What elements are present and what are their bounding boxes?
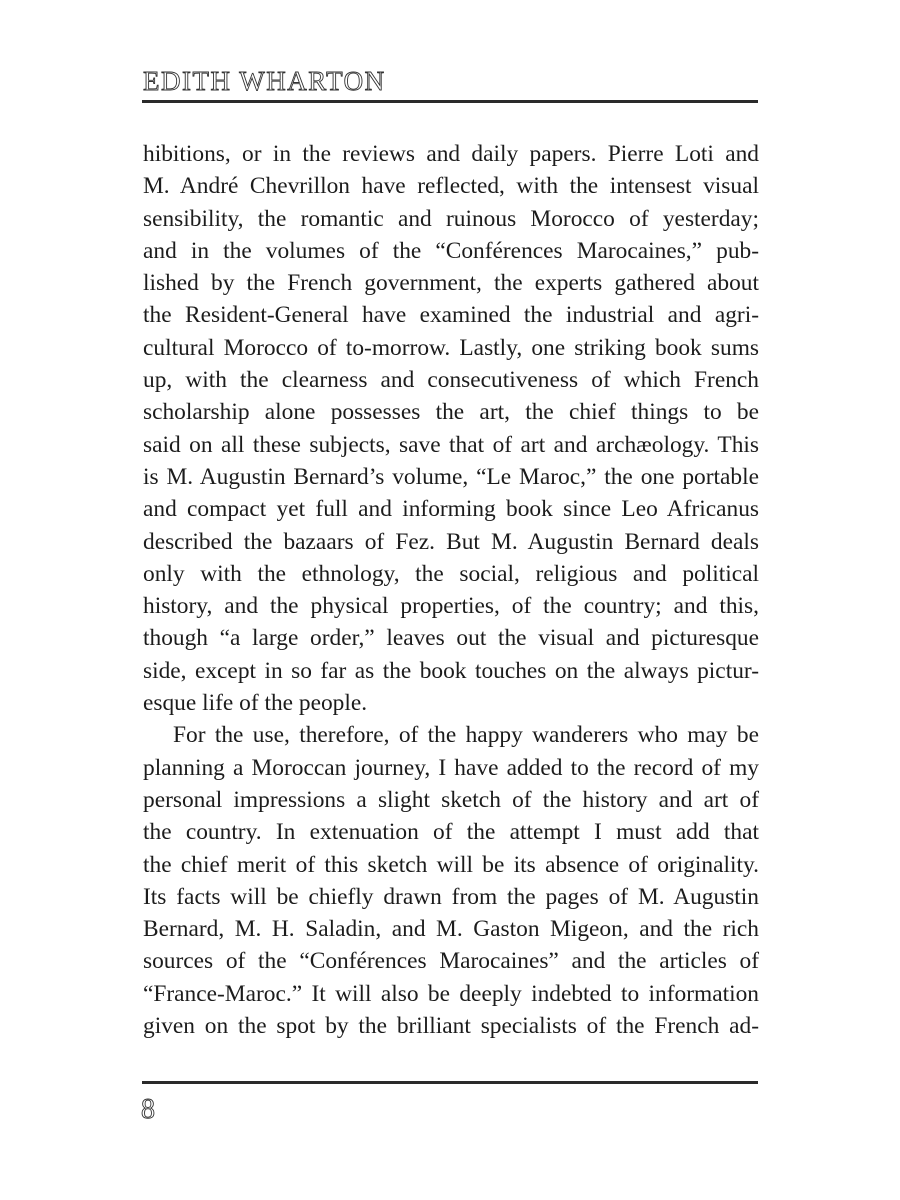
text-line: though “a large order,” leaves out the visual and picturesque: [143, 625, 759, 652]
text-line: and in the volumes of the “Conférences Marocaines,” pub-: [143, 237, 759, 264]
text-line: planning a Moroccan journey, I have added to the record of my: [143, 754, 759, 781]
text-line: sources of the “Conférences Marocaines” and the articles of: [143, 948, 759, 975]
text-line: sensibility, the romantic and ruinous Morocco of yesterday;: [143, 205, 759, 232]
text-line: scholarship alone possesses the art, the chief things to be: [143, 399, 759, 426]
footer-rule: [142, 1081, 758, 1084]
text-line: the Resident-General have examined the industrial and agri-: [143, 302, 759, 329]
paragraph-1: [143, 138, 759, 719]
running-head: EDITH WHARTON: [143, 66, 386, 96]
text-line: said on all these subjects, save that of art and archæology. This: [143, 431, 759, 458]
text-line: esque life of the people.: [143, 690, 368, 717]
text-line: up, with the clearness and consecutiveness of which French: [143, 367, 759, 394]
text-line: M. André Chevrillon have reflected, with the intensest visual: [143, 173, 759, 200]
text-line: the chief merit of this sketch will be its absence of originality.: [143, 851, 759, 878]
text-line: Bernard, M. H. Saladin, and M. Gaston Migeon, and the rich: [143, 916, 759, 943]
text-line: lished by the French government, the experts gathered about: [143, 270, 759, 297]
text-line: hibitions, or in the reviews and daily papers. Pierre Loti and: [143, 141, 759, 167]
text-line: history, and the physical properties, of the country; and this,: [143, 593, 759, 620]
text-line: and compact yet full and informing book since Leo Africanus: [143, 496, 759, 523]
text-line: Its facts will be chiefly drawn from the pages of M. Augustin: [143, 883, 759, 910]
text-line: is M. Augustin Bernard’s volume, “Le Maroc,” the one portable: [143, 463, 759, 490]
body-text: [143, 138, 759, 1042]
text-line: personal impressions a slight sketch of the history and art of: [143, 786, 759, 813]
text-line: For the use, therefore, of the happy wanderers who may be: [173, 722, 759, 749]
text-line: the country. In extenuation of the attempt I must add that: [143, 819, 759, 846]
text-line: only with the ethnology, the social, religious and political: [143, 560, 759, 587]
header-rule: [142, 100, 758, 103]
text-line: given on the spot by the brilliant specialists of the French ad-: [143, 1013, 759, 1040]
text-line: “France-Maroc.” It will also be deeply indebted to information: [143, 980, 759, 1007]
text-line: side, except in so far as the book touches on the always pictur-: [143, 657, 759, 684]
text-line: cultural Morocco of to-morrow. Lastly, one striking book sums: [143, 334, 759, 361]
page-number: 8: [141, 1094, 155, 1125]
paragraph-2: [143, 719, 759, 1042]
text-line: described the bazaars of Fez. But M. Augustin Bernard deals: [143, 528, 759, 555]
